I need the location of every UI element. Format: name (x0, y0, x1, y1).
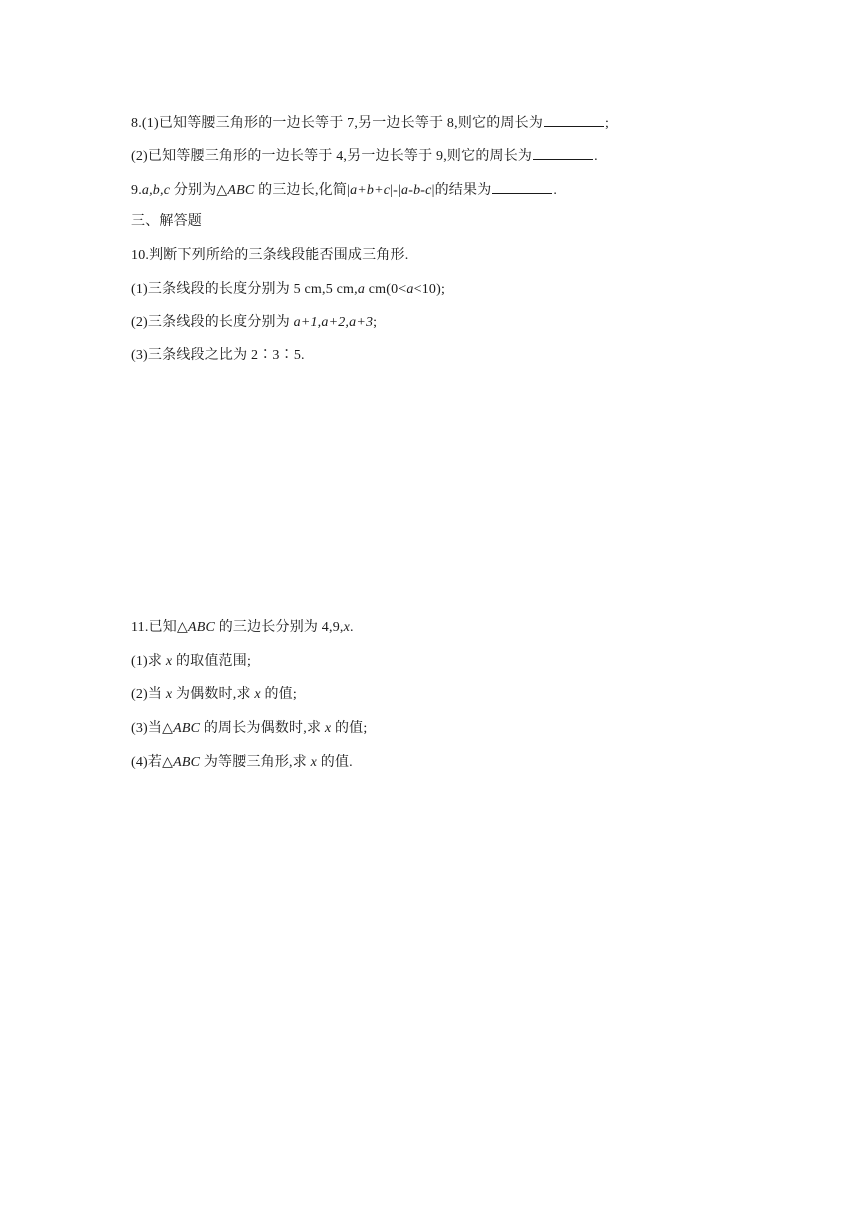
q11-p4-b: 为等腰三角形,求 (200, 755, 311, 770)
q8-part1-text: 8.(1)已知等腰三角形的一边长等于 7,另一边长等于 8,则它的周长为 (131, 116, 544, 131)
q10-p2-text-b: ; (373, 315, 378, 330)
question-8-part-1 (131, 112, 609, 134)
q9-middle: 分别为△ (170, 183, 228, 198)
q11-p1-x: x (165, 654, 173, 669)
q10-p2-text-a: (2)三条线段的长度分别为 (131, 315, 294, 330)
q11-p4-triangle: ABC (173, 755, 201, 770)
q10-stem-text: 10.判断下列所给的三条线段能否围成三角形. (131, 248, 409, 263)
question-11-part-4 (131, 753, 353, 773)
q9-text4: |的结果为 (431, 183, 492, 198)
q9-triangle: ABC (227, 183, 255, 198)
q10-p3-text: (3)三条线段之比为 2∶3∶5. (131, 348, 305, 363)
q8-part1-suffix: ; (605, 116, 610, 131)
q8-part2-text: (2)已知等腰三角形的一边长等于 4,另一边长等于 9,则它的周长为 (131, 149, 533, 164)
q11-p1-a: (1)求 (131, 654, 166, 669)
question-9 (131, 179, 557, 201)
q11-p2-a: (2)当 (131, 687, 166, 702)
q11-p2-c: 的值; (260, 687, 297, 702)
q11-p3-a: (3)当△ (131, 721, 174, 736)
q11-p2-x: x (165, 687, 173, 702)
q11-stem-b: 的三边长分别为 4,9, (215, 620, 344, 635)
question-11-part-2 (131, 685, 297, 705)
q11-stem-x: x (343, 620, 351, 635)
section-title (131, 212, 202, 232)
q9-text2: 的三边长,化简| (254, 183, 351, 198)
q11-stem-c: . (350, 620, 354, 635)
q8-part2-answer-blank[interactable] (533, 145, 593, 160)
q11-stem-a: 11.已知△ (131, 620, 188, 635)
q9-text3: |-| (390, 183, 402, 198)
q10-p1-text-c: <10); (413, 282, 446, 297)
q10-p2-expr: a+1,a+2,a+3 (293, 315, 374, 330)
q11-p3-b: 的周长为偶数时,求 (200, 721, 325, 736)
question-10-part-1 (131, 280, 445, 300)
q10-p1-var: a (357, 282, 366, 297)
q11-p4-x: x (310, 755, 318, 770)
q11-stem-triangle: ABC (187, 620, 215, 635)
question-10-part-3 (131, 346, 305, 366)
q9-suffix: . (553, 183, 558, 198)
question-11-stem (131, 618, 354, 638)
q10-p1-text-a: (1)三条线段的长度分别为 5 cm,5 cm, (131, 282, 358, 297)
question-11-part-3 (131, 719, 367, 739)
question-11-part-1 (131, 652, 251, 672)
q10-p1-var2: a (406, 282, 414, 297)
q8-part2-suffix: . (594, 149, 598, 164)
section-title-text: 三、解答题 (131, 214, 202, 229)
q9-prefix: 9. (131, 183, 142, 198)
q9-answer-blank[interactable] (492, 179, 552, 194)
q11-p3-c: 的值; (331, 721, 368, 736)
q10-p1-text-b: cm(0< (365, 282, 407, 297)
q11-p3-x: x (324, 721, 332, 736)
q11-p2-b: 为偶数时,求 (172, 687, 255, 702)
q9-expr2: a-b-c (401, 183, 432, 198)
q11-p1-b: 的取值范围; (172, 654, 252, 669)
q11-p3-triangle: ABC (173, 721, 201, 736)
question-10-part-2 (131, 313, 377, 333)
q11-p4-a: (4)若△ (131, 755, 174, 770)
q11-p2-x2: x (254, 687, 261, 702)
q11-p4-c: 的值. (317, 755, 353, 770)
question-10-stem (131, 246, 408, 266)
question-8-part-2 (131, 145, 598, 167)
q9-expr1: a+b+c (350, 183, 391, 198)
q9-vars: a,b,c (141, 183, 171, 198)
q8-part1-answer-blank[interactable] (544, 112, 604, 127)
